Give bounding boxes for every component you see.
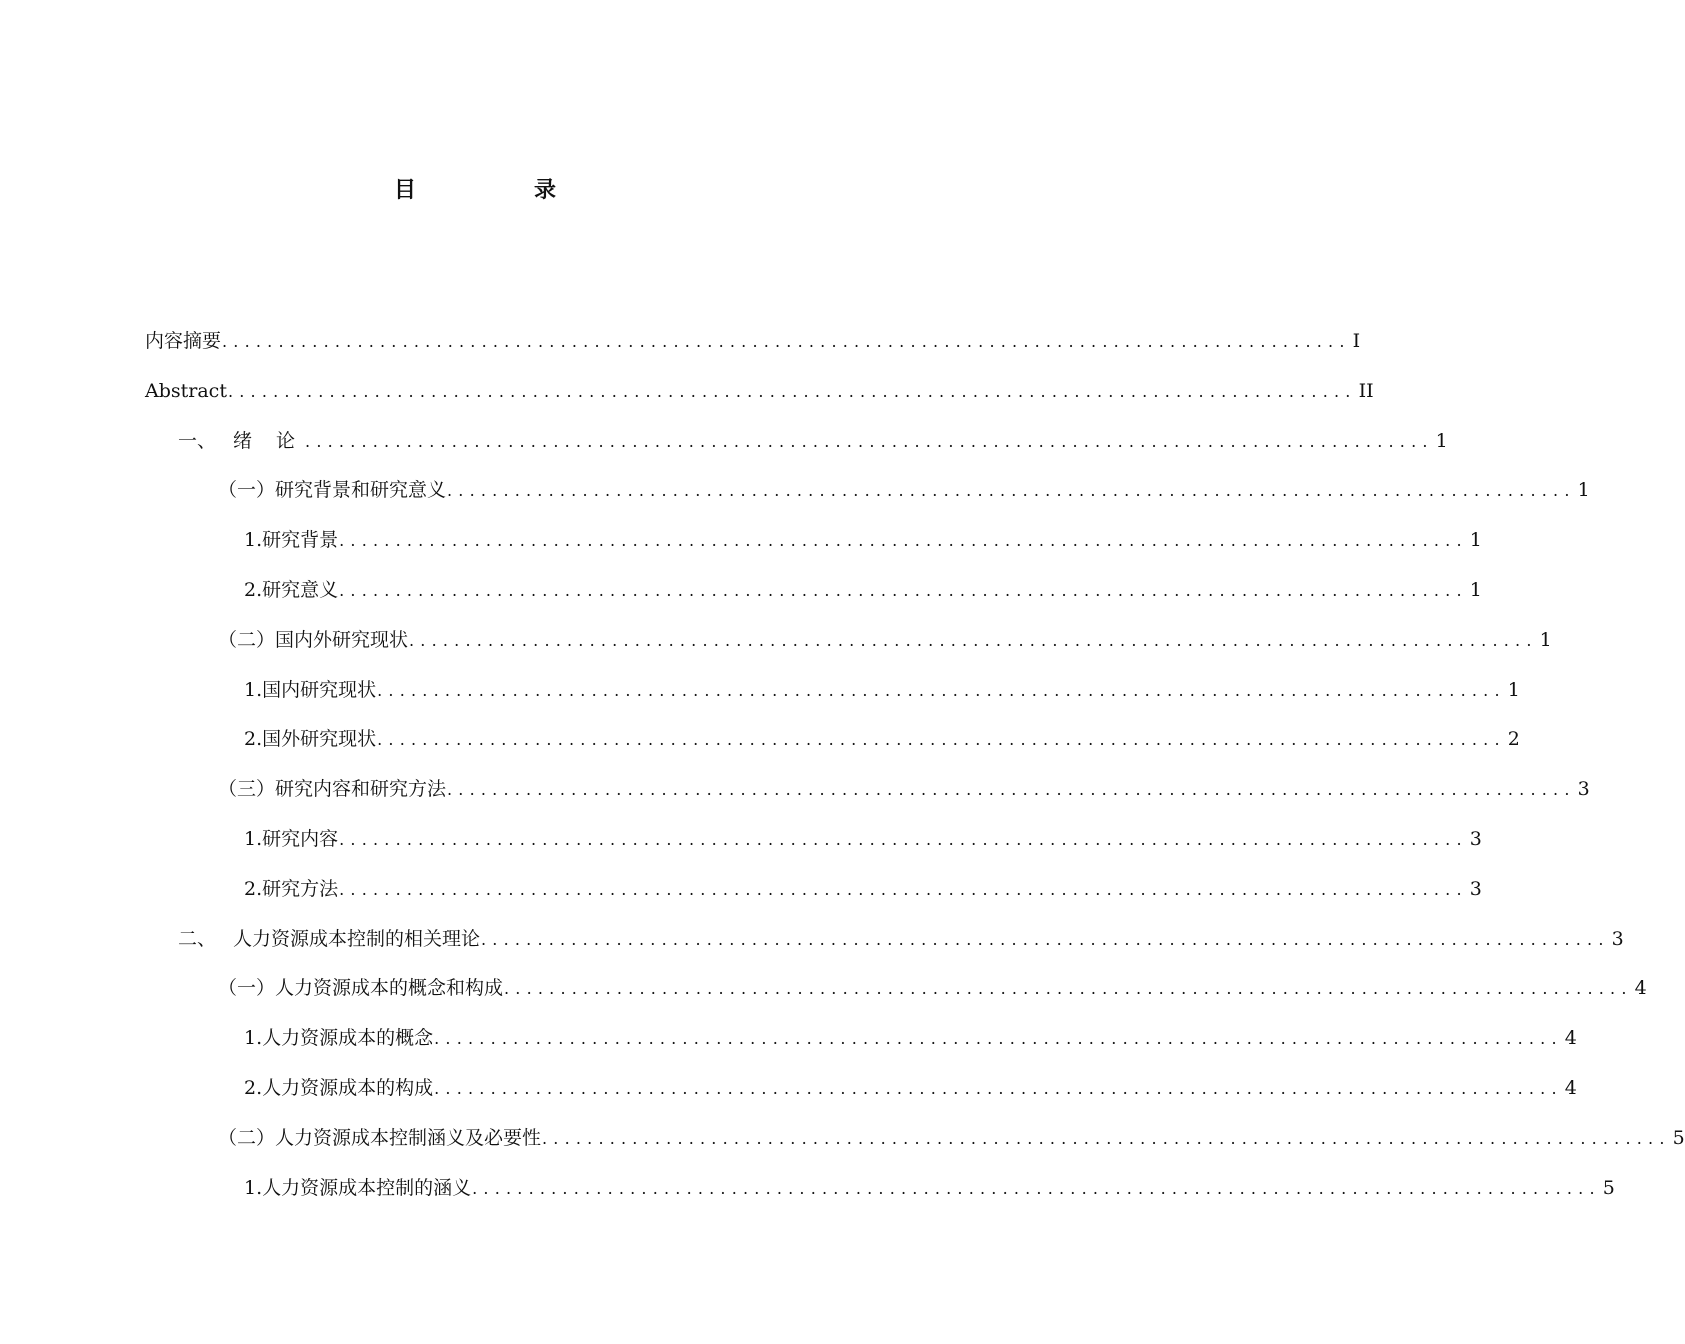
toc-entry[interactable] — [244, 1021, 1577, 1055]
toc-dot-leader: .................................................................................................... — [377, 730, 1506, 750]
toc-dot-leader: .................................................................................................... — [227, 381, 1357, 401]
toc-dot-leader: .................................................................................................... — [305, 431, 1434, 451]
toc-entry-label: （一）研究背景和研究意义 — [218, 479, 447, 502]
toc-entry[interactable] — [244, 673, 1520, 707]
toc-entry[interactable] — [145, 324, 1361, 358]
toc-dot-leader: .................................................................................................... — [339, 830, 1468, 849]
toc-entry-label: 1.人力资源成本的概念 — [244, 1027, 434, 1050]
toc-entry-label: （二）国内外研究现状 — [218, 628, 409, 651]
toc-entry-label: Abstract — [145, 379, 227, 402]
toc-entry-number: 一、 — [178, 429, 217, 452]
toc-entry-label: 内容摘要 — [145, 330, 222, 352]
toc-entry-label: 绪 论 — [233, 429, 305, 452]
toc-entry-label: （一）人力资源成本的概念和构成 — [218, 977, 504, 1000]
toc-dot-leader: .................................................................................................... — [409, 630, 1538, 650]
toc-dot-leader: .................................................................................................... — [472, 1178, 1601, 1198]
toc-dot-leader: .................................................................................................... — [339, 531, 1468, 551]
toc-dot-leader: .................................................................................................... — [339, 879, 1468, 899]
toc-dot-leader: .................................................................................................... — [447, 780, 1576, 800]
toc-entry-label: （二）人力资源成本控制涵义及必要性 — [218, 1126, 542, 1149]
toc-entry-label: 1.人力资源成本控制的涵义 — [244, 1176, 472, 1199]
toc-entry-label: 2.国外研究现状 — [244, 728, 377, 751]
toc-entry-page: 5 — [1672, 1126, 1685, 1149]
toc-entry-page: 3 — [1469, 877, 1482, 900]
toc-entry[interactable] — [244, 872, 1482, 906]
toc-entry-page: 3 — [1469, 828, 1482, 850]
toc-entry[interactable] — [178, 424, 1448, 458]
toc-entry-page: 4 — [1634, 977, 1647, 1000]
toc-entry-page: 1 — [1469, 579, 1482, 601]
toc-entry-label: 人力资源成本控制的相关理论 — [233, 927, 481, 950]
toc-entry-number: 二、 — [178, 927, 217, 950]
toc-entry-page: 4 — [1564, 1077, 1577, 1099]
toc-entry[interactable] — [244, 523, 1482, 557]
toc-entry-page: 1 — [1539, 628, 1552, 651]
toc-entry-label: 2.人力资源成本的构成 — [244, 1077, 434, 1099]
toc-entry[interactable] — [244, 573, 1482, 607]
toc-dot-leader: .................................................................................................... — [339, 581, 1468, 600]
toc-entry[interactable] — [145, 374, 1374, 408]
toc-dot-leader: .................................................................................................... — [222, 332, 1351, 351]
toc-entry-label: （三）研究内容和研究方法 — [218, 778, 447, 801]
toc-entry[interactable] — [178, 922, 1624, 956]
toc-entry-page: 3 — [1577, 778, 1590, 801]
toc-entry[interactable] — [218, 623, 1552, 657]
toc-entry-label: 2.研究意义 — [244, 579, 339, 601]
toc-entry-label: 1.研究背景 — [244, 529, 339, 552]
toc-entry-page: 1 — [1435, 429, 1448, 452]
toc-entry-page: 1 — [1507, 678, 1520, 701]
toc-dot-leader: .................................................................................................... — [447, 481, 1576, 501]
toc-entry[interactable] — [218, 971, 1647, 1005]
toc-entry-page: 5 — [1602, 1176, 1615, 1199]
toc-entry[interactable] — [244, 722, 1520, 756]
toc-entry-page: I — [1352, 330, 1361, 352]
toc-dot-leader: .................................................................................................... — [434, 1029, 1563, 1049]
toc-entry[interactable] — [244, 822, 1482, 856]
page-title: 目 录 — [393, 178, 604, 203]
toc-entry-page: 2 — [1507, 728, 1520, 751]
toc-entry-page: 1 — [1577, 479, 1590, 502]
toc-entry[interactable] — [244, 1071, 1577, 1105]
toc-entry-page: II — [1358, 379, 1374, 402]
toc-entry-label: 2.研究方法 — [244, 877, 339, 900]
toc-entry[interactable] — [218, 473, 1590, 507]
toc-entry[interactable] — [218, 1121, 1685, 1155]
toc-entry[interactable] — [244, 1171, 1615, 1205]
toc-dot-leader: .................................................................................................... — [481, 929, 1610, 949]
toc-entry-label: 1.研究内容 — [244, 828, 339, 850]
toc-entry-label: 1.国内研究现状 — [244, 678, 377, 701]
toc-dot-leader: .................................................................................................... — [377, 680, 1506, 700]
toc-dot-leader: .................................................................................................... — [434, 1079, 1563, 1098]
toc-entry-page: 1 — [1469, 529, 1482, 552]
toc-dot-leader: .................................................................................................... — [542, 1128, 1671, 1148]
toc-entry[interactable] — [218, 772, 1590, 806]
toc-entry-page: 4 — [1564, 1027, 1577, 1050]
toc-entry-page: 3 — [1611, 927, 1624, 950]
toc-dot-leader: .................................................................................................... — [504, 979, 1633, 999]
